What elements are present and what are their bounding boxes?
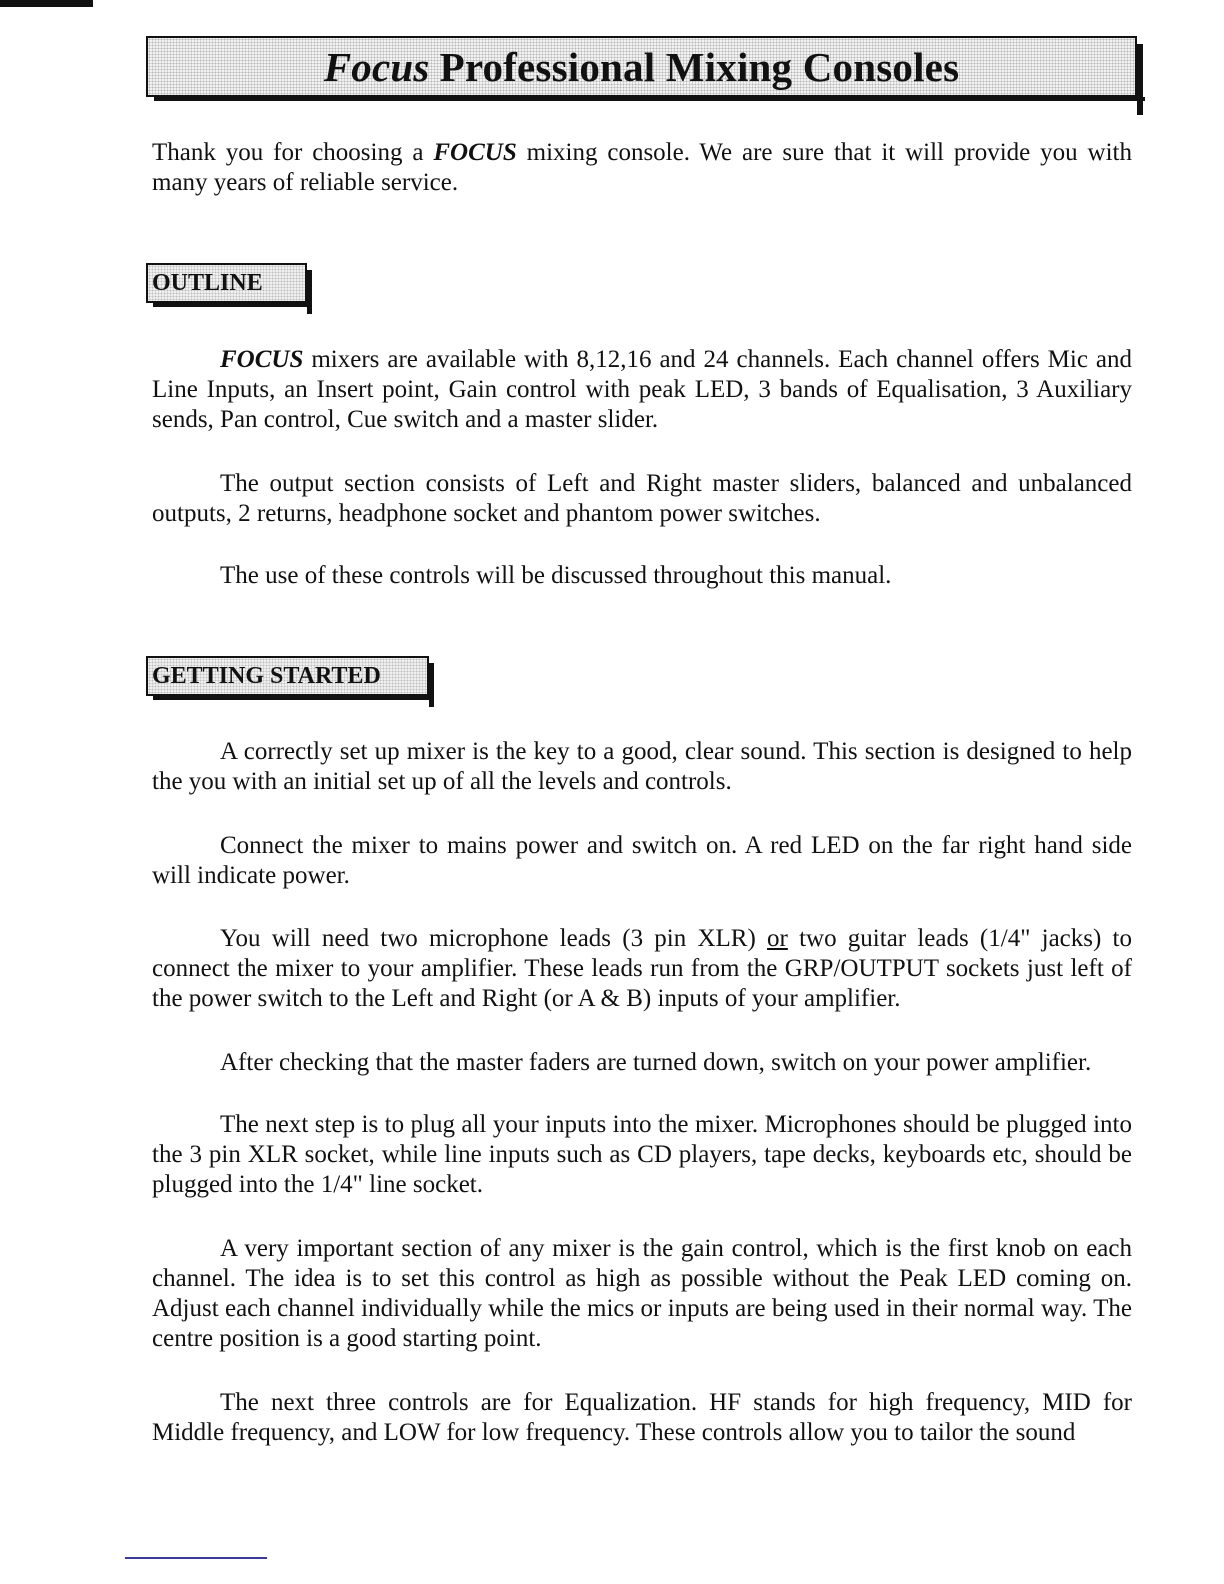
outline-paragraph-1 (152, 345, 1132, 435)
title-text: Professional Mixing Consoles (439, 43, 960, 90)
getting-started-paragraph-1: A correctly set up mixer is the key to a good, clear sound. This section is designed to help the you with an initial set up of all the levels and controls. (152, 738, 1132, 795)
intro-brand: FOCUS (433, 139, 517, 166)
intro-paragraph (152, 138, 1132, 198)
intro-post: mixing console. We are sure that it will provide you with many years of reliable service. (152, 139, 1132, 196)
footer-rule (125, 1557, 267, 1559)
p3-pre: You will need two microphone leads (3 pin XLR) (220, 925, 768, 952)
outline-brand: FOCUS (220, 346, 304, 373)
p3-or: or (767, 925, 788, 952)
getting-started-paragraph-4: After checking that the master faders are turned down, switch on your power amplifier. (220, 1049, 1092, 1076)
getting-started-paragraph-7: The next three controls are for Equalization. HF stands for high frequency, MID for Middle frequency, and LOW for low frequency. These controls allow you to tailor the sound (152, 1389, 1132, 1446)
outline-paragraph-3: The use of these controls will be discussed throughout this manual. (220, 562, 892, 589)
outline-p1-text: mixers are available with 8,12,16 and 24 channels. Each channel offers Mic and Line Inputs, an Insert point, Gain control with peak LED, 3 bands of Equalisation, 3 Auxiliary sends, Pan control, Cue switch and a master slider. (152, 346, 1132, 433)
page-title (146, 36, 1137, 97)
title-brand: Focus (323, 43, 430, 90)
corner-mark (0, 0, 93, 7)
intro-pre: Thank you for choosing a (152, 139, 434, 166)
getting-started-paragraph-3 (152, 924, 1132, 1014)
getting-started-paragraph-5: The next step is to plug all your inputs into the mixer. Microphones should be plugged into the 3 pin XLR socket, while line inputs such as CD players, tape decks, keyboards etc, should be plugged into the 1/4" line socket. (152, 1111, 1132, 1198)
p3-post: two guitar leads (1/4" jacks) to connect the mixer to your amplifier. These leads run from the GRP/OUTPUT sockets just left of the power switch to the Left and Right (or A & B) inputs of your amplifier. (152, 925, 1132, 1012)
outline-paragraph-2: The output section consists of Left and Right master sliders, balanced and unbalanced outputs, 2 returns, headphone socket and phantom power switches. (152, 470, 1132, 527)
section-heading-outline: OUTLINE (146, 263, 307, 303)
getting-started-paragraph-2: Connect the mixer to mains power and switch on. A red LED on the far right hand side will indicate power. (152, 832, 1132, 889)
section-heading-getting-started: GETTING STARTED (146, 656, 429, 696)
getting-started-paragraph-6: A very important section of any mixer is the gain control, which is the first knob on each channel. The idea is to set this control as high as possible without the Peak LED coming on. Adjust each channel individually while the mics or inputs are being used in their normal way. The centre position is a good starting point. (152, 1235, 1132, 1352)
